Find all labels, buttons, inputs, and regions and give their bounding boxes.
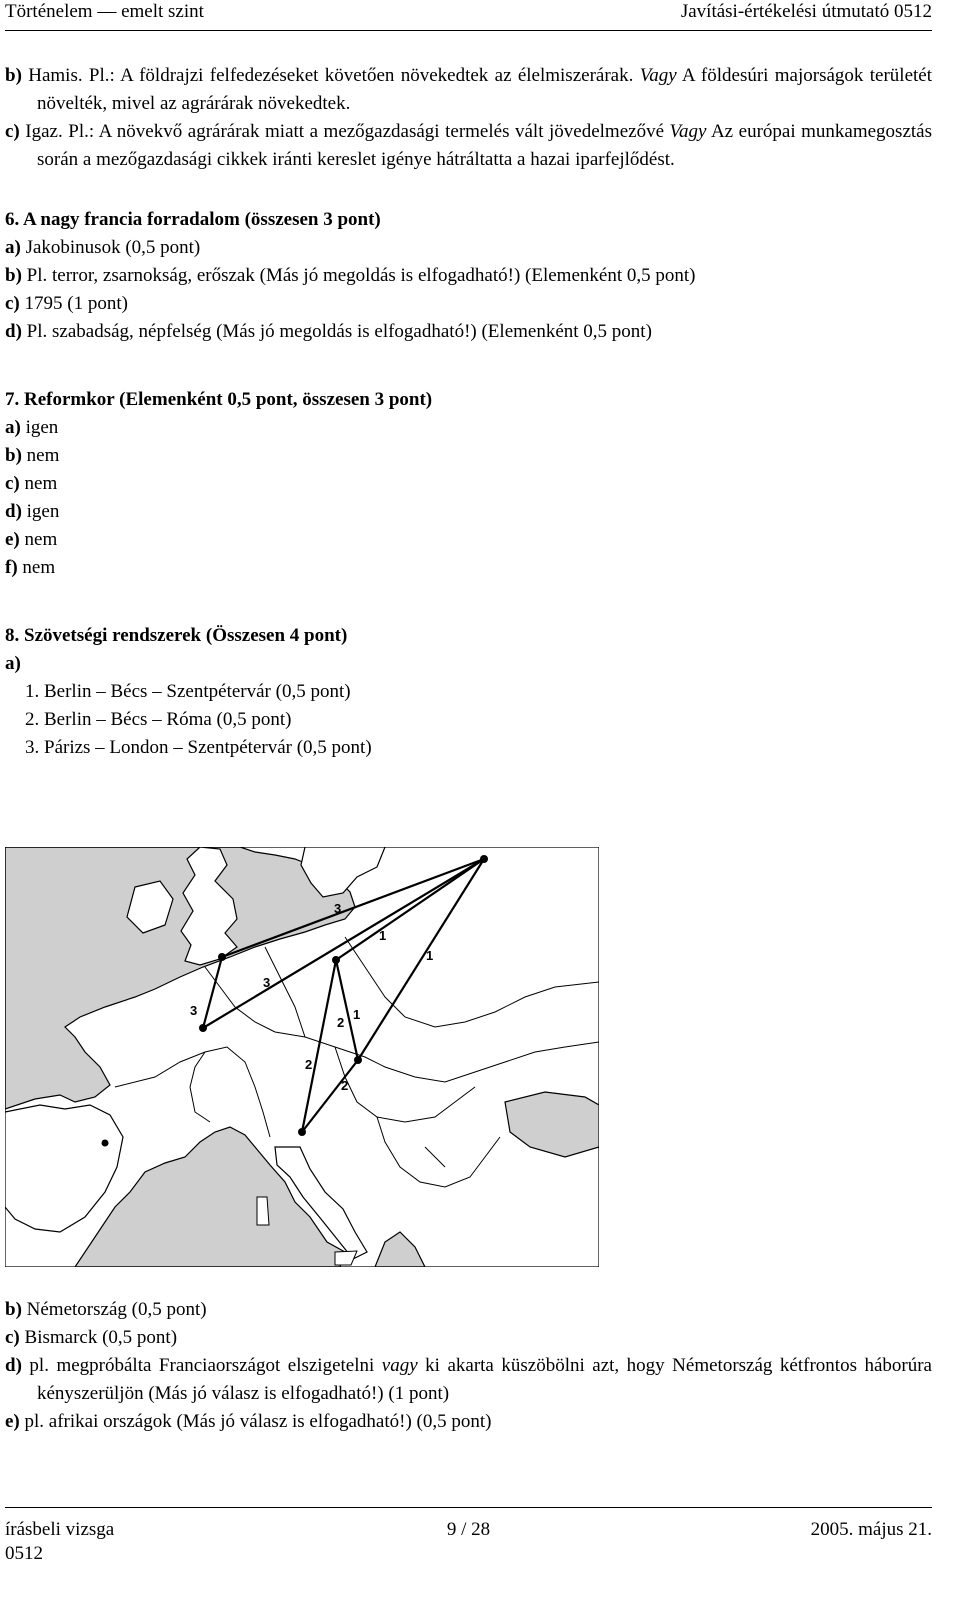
answer-6b: b) Pl. terror, zsarnokság, erőszak (Más jó megoldás is elfogadható!) (Elemenként 0,5 pont) [5,265,696,286]
answer-8d: d) pl. megpróbálta Franciaországot elszigetelni vagy ki akarta küszöbölni azt, hogy Németország kétfrontos háborúra kényszerüljön (Más jó válasz is elfogadható!) (1 pont) [5,1355,932,1404]
header-divider [5,30,932,31]
answer-6a: a) Jakobinusok (0,5 pont) [5,237,201,258]
map-label-3b: 3 [263,975,271,990]
map-label-1a: 1 [379,928,387,943]
map-label-3c: 3 [190,1003,198,1018]
alliance-1: 1. Berlin – Bécs – Szentpétervár (0,5 pont) [25,681,351,702]
answer-8b: b) Németország (0,5 pont) [5,1299,207,1320]
footer-left: írásbeli vizsga [5,1519,115,1540]
map-svg [5,847,599,1267]
section-8-title: 8. Szövetségi rendszerek (Összesen 4 pont) [5,625,348,646]
map-label-3a: 3 [334,901,342,916]
page-number: 9 / 28 [446,1519,491,1540]
map-label-1c: 1 [353,1007,361,1022]
answer-5b: b) Hamis. Pl.: A földrajzi felfedezéseket követően növekedtek az élelmiszerárak. Vagy A földesúri majorságok területét növelték, mivel az agrárárak növekedtek. [5,65,933,114]
dot-paris [199,1024,207,1032]
footer-left-code: 0512 [5,1543,43,1564]
footer-divider [5,1507,932,1508]
page-footer [5,1518,932,1566]
dot-madrid [102,1140,109,1147]
dot-london [218,953,226,961]
map-label-2b: 2 [305,1057,313,1072]
answer-6c: c) 1795 (1 pont) [5,293,128,314]
dot-vienna [354,1056,362,1064]
europe-alliance-map [5,847,599,1267]
answer-8c: c) Bismarck (0,5 pont) [5,1327,178,1348]
answer-6d: d) Pl. szabadság, népfelség (Más jó megoldás is elfogadható!) (Elemenként 0,5 pont) [5,321,652,342]
page-header [5,0,932,30]
dot-petersburg [480,855,488,863]
header-right: Javítási-értékelési útmutató 0512 [680,1,932,22]
page-content [5,62,932,762]
answer-7e: e) nem [5,529,58,550]
answer-7c: c) nem [5,473,58,494]
answer-8e: e) pl. afrikai országok (Más jó válasz is elfogadható!) (0,5 pont) [5,1411,492,1432]
dot-rome [298,1128,306,1136]
answer-7a: a) igen [5,417,59,438]
landmass-sardinia [257,1197,269,1225]
map-label-2c: 2 [341,1078,349,1093]
section-6-title: 6. A nagy francia forradalom (összesen 3 pont) [5,209,381,230]
answer-5c: c) Igaz. Pl.: A növekvő agrárárak miatt a mezőgazdasági termelés vált jövedelmezővé Vagy Az európai munkamegosztás során a mezőgazdasági cikkek iránti kereslet igénye hátráltatta a hazai iparfejlődést. [5,121,932,170]
footer-right: 2005. május 21. [810,1519,932,1540]
map-label-1b: 1 [426,948,434,963]
section-7-title: 7. Reformkor (Elemenként 0,5 pont, összesen 3 pont) [5,389,433,410]
alliance-2: 2. Berlin – Bécs – Róma (0,5 pont) [25,709,292,730]
answer-7d: d) igen [5,501,60,522]
map-label-2a: 2 [337,1015,345,1030]
answer-7b: b) nem [5,445,60,466]
alliance-3: 3. Párizs – London – Szentpétervár (0,5 pont) [25,737,372,758]
answer-7f: f) nem [5,557,56,578]
section-8-continued [5,1296,932,1436]
header-left: Történelem — emelt szint [5,1,204,22]
answer-8a-label: a) [5,653,21,674]
dot-berlin [332,956,340,964]
